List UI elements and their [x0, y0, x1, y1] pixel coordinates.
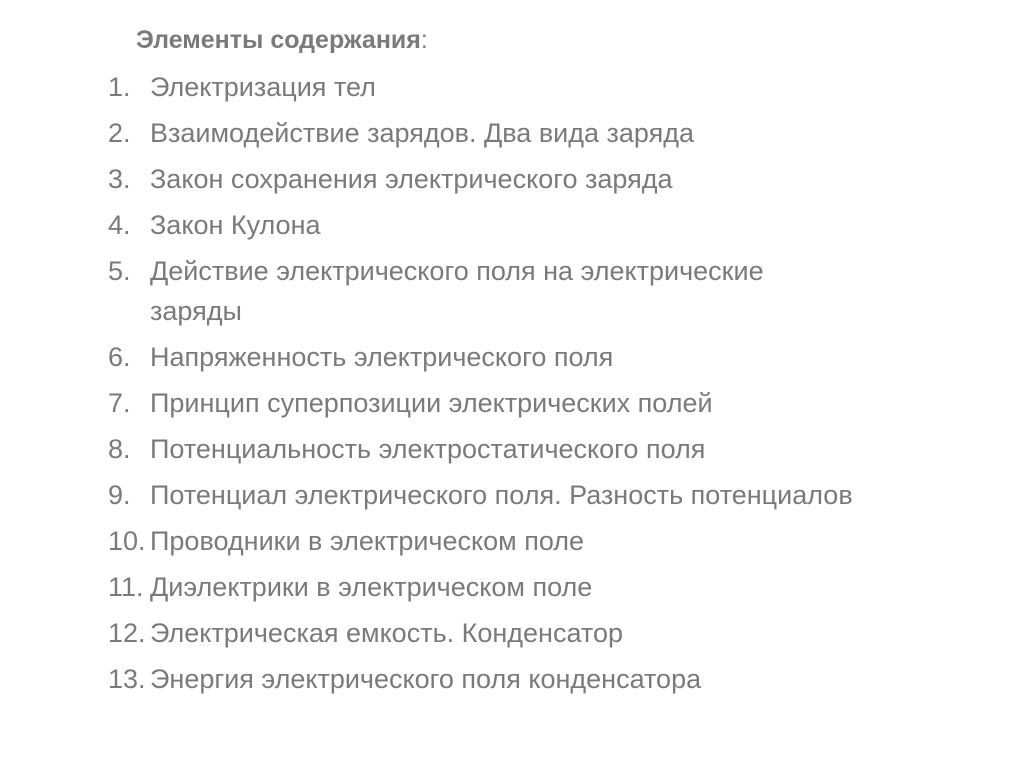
list-item-text: Напряженность электрического поля — [150, 342, 614, 372]
list-item-number: 2. — [108, 118, 131, 148]
list-item-text: Электрическая емкость. Конденсатор — [150, 618, 623, 648]
list-item — [108, 337, 988, 377]
list-item-text: Закон Кулона — [150, 210, 321, 240]
list-item — [108, 429, 988, 469]
contents-list — [108, 67, 988, 705]
list-item — [108, 113, 988, 153]
list-item — [108, 251, 988, 331]
contents-heading-colon: : — [420, 26, 428, 54]
list-item-number: 3. — [108, 164, 131, 194]
list-item — [108, 383, 988, 423]
list-item-text: Электризация тел — [150, 72, 376, 102]
list-item — [108, 567, 988, 607]
list-item-number: 8. — [108, 434, 131, 464]
list-item-text: Проводники в электрическом поле — [150, 526, 585, 556]
list-item-number: 7. — [108, 388, 131, 418]
list-item — [108, 159, 988, 199]
list-item-number: 9. — [108, 480, 131, 510]
list-item — [108, 613, 988, 653]
contents-heading-label: Элементы содержания — [136, 26, 421, 54]
list-item-text: Взаимодействие зарядов. Два вида заряда — [150, 118, 695, 148]
list-item-number: 11. — [108, 572, 144, 602]
list-item-text: Диэлектрики в электрическом поле — [150, 572, 593, 602]
list-item-text: Принцип суперпозиции электрических полей — [150, 388, 713, 418]
list-item-text: Действие электрического поля на электрические заряды — [150, 256, 764, 326]
list-item-text: Энергия электрического поля конденсатора — [150, 664, 702, 694]
list-item-text: Потенциальность электростатического поля — [150, 434, 706, 464]
list-item-text: Потенциал электрического поля. Разность потенциалов — [150, 480, 853, 510]
list-item — [108, 205, 988, 245]
list-item-number: 12. — [108, 618, 146, 648]
list-item — [108, 67, 988, 107]
list-item-number: 5. — [108, 256, 131, 286]
list-item-number: 6. — [108, 342, 131, 372]
list-item-number: 10. — [108, 526, 146, 556]
list-item — [108, 475, 988, 515]
list-item — [108, 521, 988, 561]
list-item — [108, 659, 988, 699]
list-item-number: 1. — [108, 72, 131, 102]
contents-heading — [136, 24, 428, 56]
list-item-text: Закон сохранения электрического заряда — [150, 164, 673, 194]
list-item-number: 13. — [108, 664, 146, 694]
list-item-number: 4. — [108, 210, 131, 240]
